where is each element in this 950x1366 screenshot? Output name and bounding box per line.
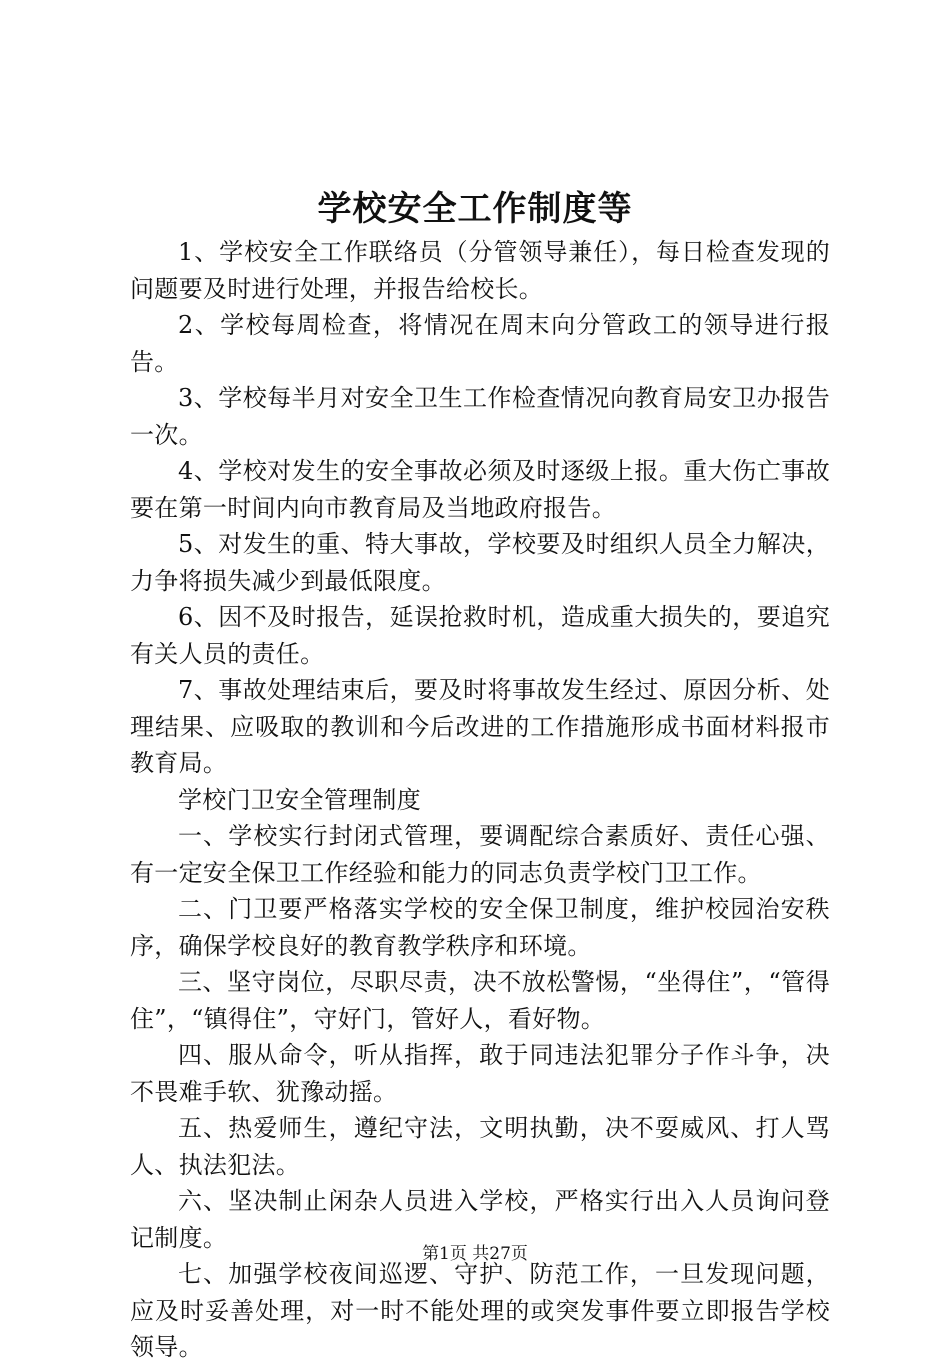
document-body [130, 234, 830, 1366]
paragraph: 5、对发生的重、特大事故，学校要及时组织人员全力解决，力争将损失减少到最低限度。 [130, 530, 830, 595]
paragraph: 三、坚守岗位，尽职尽责，决不放松警惕，“坐得住”，“管得住”，“镇得住”，守好门，管好人，看好物。 [130, 968, 830, 1033]
paragraph: 五、热爱师生，遵纪守法，文明执勤，决不耍威风、打人骂人、执法犯法。 [130, 1114, 830, 1179]
paragraph: 1、学校安全工作联络员（分管领导兼任），每日检查发现的问题要及时进行处理，并报告给校长。 [130, 238, 830, 303]
paragraph: 4、学校对发生的安全事故必须及时逐级上报。重大伤亡事故要在第一时间内向市教育局及当地政府报告。 [130, 457, 830, 522]
paragraph: 四、服从命令，听从指挥，敢于同违法犯罪分子作斗争，决不畏难手软、犹豫动摇。 [130, 1041, 830, 1106]
paragraph: 6、因不及时报告，延误抢救时机，造成重大损失的，要追究有关人员的责任。 [130, 603, 830, 668]
paragraph: 3、学校每半月对安全卫生工作检查情况向教育局安卫办报告一次。 [130, 384, 830, 449]
paragraph: 一、学校实行封闭式管理，要调配综合素质好、责任心强、有一定安全保卫工作经验和能力的同志负责学校门卫工作。 [130, 822, 830, 887]
paragraph: 七、加强学校夜间巡逻、守护、防范工作，一旦发现问题，应及时妥善处理，对一时不能处理的或突发事件要立即报告学校领导。 [130, 1260, 830, 1361]
paragraph: 二、门卫要严格落实学校的安全保卫制度，维护校园治安秩序，确保学校良好的教育教学秩序和环境。 [130, 895, 830, 960]
paragraph: 六、坚决制止闲杂人员进入学校，严格实行出入人员询问登记制度。 [130, 1187, 830, 1252]
paragraph: 7、事故处理结束后，要及时将事故发生经过、原因分析、处理结果、应吸取的教训和今后改进的工作措施形成书面材料报市教育局。 [130, 676, 830, 777]
page-footer: 第1页 共27页 [422, 1244, 528, 1264]
paragraph: 2、学校每周检查，将情况在周末向分管政工的领导进行报告。 [130, 311, 830, 376]
document-title: 学校安全工作制度等 [317, 189, 633, 229]
section-heading: 学校门卫安全管理制度 [178, 785, 421, 814]
